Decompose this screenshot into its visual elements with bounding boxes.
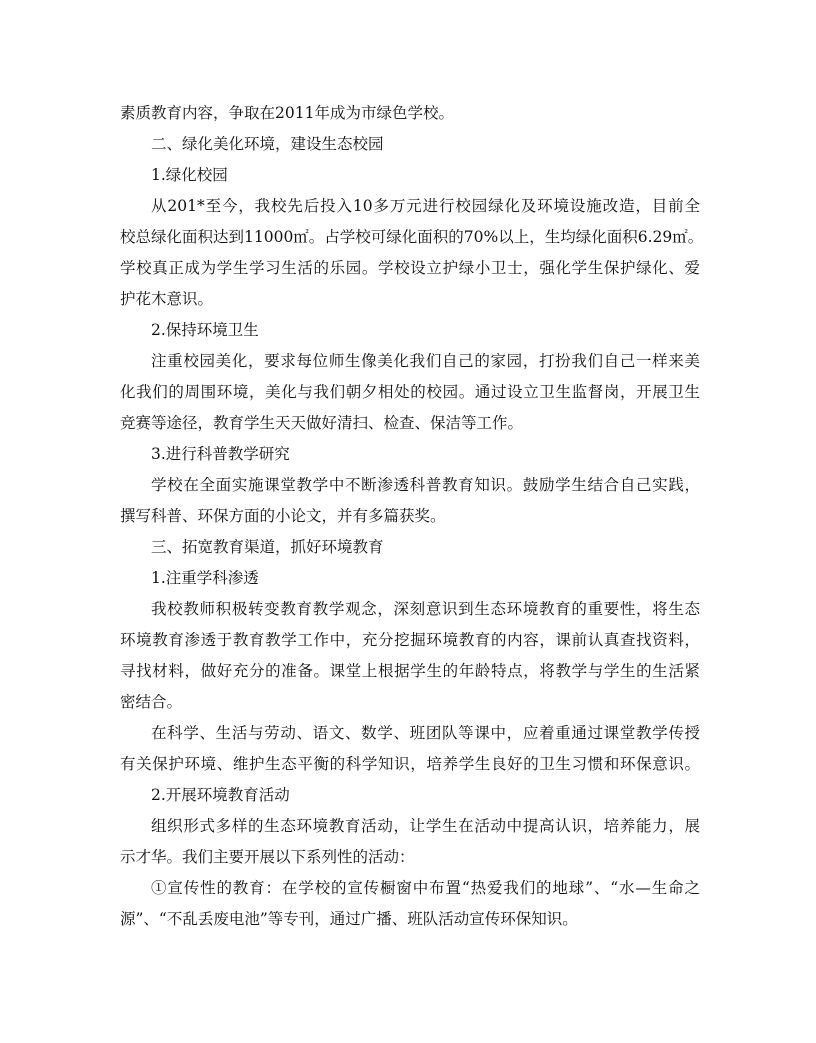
subsection-heading: 1.绿化校园	[151, 166, 228, 184]
paragraph-line: 密结合。	[120, 693, 183, 711]
document-body	[120, 98, 704, 935]
section-heading: 二、绿化美化环境，建设生态校园	[151, 135, 384, 153]
section-heading: 三、拓宽教育渠道，抓好环境教育	[151, 538, 384, 556]
subsection-heading: 1.注重学科渗透	[151, 569, 259, 587]
paragraph-line: 学校在全面实施课堂教学中不断渗透科普教育知识。鼓励学生结合自己实践，	[151, 476, 700, 494]
paragraph-line: 竞赛等途径，教育学生天天做好清扫、检查、保洁等工作。	[120, 414, 524, 432]
paragraph-line: 护花木意识。	[120, 290, 214, 308]
paragraph-line: 寻找材料，做好充分的准备。课堂上根据学生的年龄特点，将教学与学生的生活紧	[120, 662, 700, 680]
paragraph-line: 组织形式多样的生态环境教育活动，让学生在活动中提高认识，培养能力，展	[151, 817, 700, 835]
paragraph-line: 示才华。我们主要开展以下系列性的活动：	[120, 848, 415, 866]
paragraph-line: 学校真正成为学生学习生活的乐园。学校设立护绿小卫士，强化学生保护绿化、爱	[120, 259, 700, 277]
subsection-heading: 2.开展环境教育活动	[151, 786, 290, 804]
paragraph-line: ①宣传性的教育：在学校的宣传橱窗中布置“热爱我们的地球”、“水—生命之	[151, 879, 700, 897]
paragraph-line: 在科学、生活与劳动、语文、数学、班团队等课中，应着重通过课堂教学传授	[151, 724, 700, 742]
paragraph-line: 有关保护环境、维护生态平衡的科学知识，培养学生良好的卫生习惯和环保意识。	[120, 755, 700, 773]
paragraph-line: 撰写科普、环保方面的小论文，并有多篇获奖。	[120, 507, 446, 525]
paragraph-line: 校总绿化面积达到11000㎡。占学校可绿化面积的70%以上，生均绿化面积6.29㎡。	[120, 228, 704, 246]
paragraph-line: 环境教育渗透于教育教学工作中，充分挖掘环境教育的内容，课前认真查找资料，	[120, 631, 700, 649]
subsection-heading: 3.进行科普教学研究	[151, 445, 290, 463]
paragraph-line: 化我们的周围环境，美化与我们朝夕相处的校园。通过设立卫生监督岗，开展卫生	[120, 383, 700, 401]
paragraph-line: 源”、“不乱丢废电池”等专刊，通过广播、班队活动宣传环保知识。	[120, 910, 578, 928]
paragraph-line: 素质教育内容，争取在2011年成为市绿色学校。	[120, 104, 454, 122]
paragraph-line: 从201*至今，我校先后投入10多万元进行校园绿化及环境设施改造，目前全	[151, 197, 700, 215]
paragraph-line: 注重校园美化，要求每位师生像美化我们自己的家园，打扮我们自己一样来美	[151, 352, 700, 370]
paragraph-line: 我校教师积极转变教育教学观念，深刻意识到生态环境教育的重要性，将生态	[151, 600, 700, 618]
subsection-heading: 2.保持环境卫生	[151, 321, 259, 339]
